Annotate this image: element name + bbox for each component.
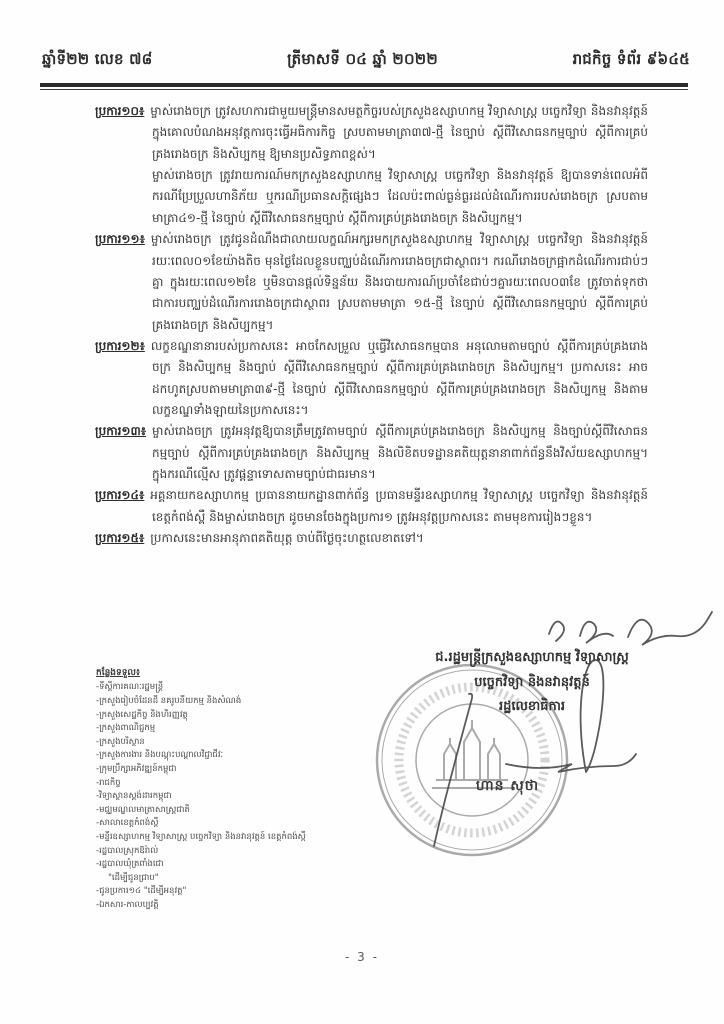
recipient-item: -ក្រុមប្រឹក្សាអភិវឌ្ឍន៍កម្ពុជា xyxy=(96,763,177,774)
recipient-item: -ជូនប្រការ១៤ "ដើម្បីអនុវត្ត" xyxy=(96,886,187,897)
recipient-item: -មន្ទីរឧស្សាហកម្ម វិទ្យាសាស្ត្រ បច្ចេកវិទ្យា និងនវានុវត្តន៍ ខេត្តកំពង់ស្ពឺ xyxy=(96,831,306,842)
article-13-text: ម្ចាស់រោងចក្រ ត្រូវអនុវត្តឱ្យបានត្រឹមត្រូវតាមច្បាប់ ស្តីពីការគ្រប់គ្រងរោងចក្រ និងសិប្បកម្ម និងច្បាប់ស្តីពីវិសោធនកម្មច្បាប់ ស្តីពីការគ្រប់គ្រងរោងចក្រ និងសិប្បកម្ម និងលិខិតបទដ្ឋានគតិយុត្តនានាពាក់ព័ន្ធនឹងវិស័យឧស្សាហកម្ម។ ក្នុងករណីល្មើស ត្រូវផ្តន្ទាទោសតាមច្បាប់ជាធរមាន។ xyxy=(152,424,648,482)
article-10 xyxy=(95,101,648,165)
article-12 xyxy=(95,336,648,421)
article-10-text: ម្ចាស់រោងចក្រ ត្រូវសហការជាមួយមន្ត្រីមានសមត្ថកិច្ចរបស់ក្រសួងឧស្សាហកម្ម វិទ្យាសាស្ត្រ បច្ចេកវិទ្យា និងនវានុវត្តន៍ ក្នុងគោលបំណងអនុវត្តការចុះធ្វើអធិការកិច្ច ស្របតាមមាត្រា៣៧-ថ្មី នៃច្បាប់ ស្តីពីវិសោធនកម្មច្បាប់ ស្តីពីការគ្រប់គ្រងរោងចក្រ និងសិប្បកម្ម ឱ្យមានប្រសិទ្ធភាពខ្ពស់។ xyxy=(150,104,648,161)
header-gazette-page-ref: រាជកិច្ច ទំព័រ ៩៦៤៥ xyxy=(572,50,690,68)
article-11 xyxy=(95,229,648,336)
header-year-issue: ឆ្នាំទី២២ លេខ ៧៨ xyxy=(42,50,153,68)
header-quarter: ត្រីមាសទី ០៤ ឆ្នាំ ២០២២ xyxy=(287,50,438,68)
article-14 xyxy=(95,485,648,528)
recipient-item: -ក្រសួងសេដ្ឋកិច្ច និងហិរញ្ញវត្ថុ xyxy=(96,709,188,720)
signature-authority-line1: ជ.រដ្ឋមន្ត្រីក្រសួងឧស្សាហកម្ម វិទ្យាសាស្ត្រ xyxy=(435,650,629,665)
recipient-item: -ក្រសួងពាណិជ្ជកម្ម xyxy=(96,723,156,734)
recipient-item: -ក្រសួងការងារ និងបណ្តុះបណ្តាលវិជ្ជាជីវៈ xyxy=(96,750,224,761)
article-11-label: ប្រការ១១៖ xyxy=(95,232,145,247)
header-rule-thin xyxy=(40,89,688,90)
page-number: - 3 - xyxy=(345,950,379,964)
page-header xyxy=(42,50,690,72)
signature-title: រដ្ឋលេខាធិការ xyxy=(498,699,565,715)
document-body xyxy=(95,101,648,643)
recipient-item: -រដ្ឋបាលស្រុកឱរ៉ាល់ xyxy=(96,845,159,856)
recipients-list xyxy=(96,666,376,912)
recipient-item: -រដ្ឋបាលឃុំត្រពាំងជោ xyxy=(96,859,164,870)
recipient-item: -រាជកិច្ច xyxy=(96,777,121,788)
signature-block xyxy=(362,646,702,720)
article-14-text: អគ្គនាយកឧស្សាហកម្ម ប្រធាននាយកដ្ឋានពាក់ព័ន្ធ ប្រធានមន្ទីរឧស្សាហកម្ម វិទ្យាសាស្ត្រ បច្ចេកវិទ្យា និងនវានុវត្តន៍ ខេត្តកំពង់ស្ពឺ និងម្ចាស់រោងចក្រ ដូចមានចែងក្នុងប្រការ១ ត្រូវអនុវត្តប្រកាសនេះ តាមមុខការរៀងៗខ្លួន។ xyxy=(150,488,648,524)
article-10-continuation xyxy=(95,165,648,229)
recipient-item: -ឯកសារ-កាលប្បវត្តិ xyxy=(96,899,159,910)
recipient-note: "ដើម្បីជូនជ្រាប" xyxy=(108,872,159,883)
article-12-text: លក្ខខណ្ឌនានារបស់ប្រកាសនេះ អាចកែសម្រួល ឬធ្វើវិសោធនកម្មបាន អនុលោមតាមច្បាប់ ស្តីពីការគ្រប់គ្រងរោងចក្រ និងសិប្បកម្ម និងច្បាប់ ស្តីពីវិសោធនកម្មច្បាប់ ស្តីពីការគ្រប់គ្រងរោងចក្រ និងសិប្បកម្ម។ ប្រកាសនេះ អាចដកហូតស្របតាមមាត្រា៣៩-ថ្មី នៃច្បាប់ ស្តីពីវិសោធនកម្មច្បាប់ ស្តីពីការគ្រប់គ្រងរោងចក្រ និងសិប្បកម្ម និងតាមលក្ខខណ្ឌទាំងឡាយនៃប្រកាសនេះ។ xyxy=(150,338,648,418)
article-10-continuation-text: ម្ចាស់រោងចក្រ ត្រូវរាយការណ៍មកក្រសួងឧស្សាហកម្ម វិទ្យាសាស្ត្រ បច្ចេកវិទ្យា និងនវានុវត្តន៍ ឱ្យបានទាន់ពេលអំពីករណីប្រែប្រួលហានិភ័យ ឬករណីប្រធានសក្តិផ្សេងៗ ដែលប៉ះពាល់ធ្ងន់ធ្ងរដល់ដំណើរការរបស់រោងចក្រ ស្របតាមមាត្រា៤១-ថ្មី នៃច្បាប់ ស្តីពីវិសោធនកម្មច្បាប់ ស្តីពីការគ្រប់គ្រងរោងចក្រ និងសិប្បកម្ម។ xyxy=(152,168,648,225)
recipient-item: -មជ្ឈមណ្ឌលមាត្រាសាស្ត្រជាតិ xyxy=(96,804,190,815)
recipient-item: -ទីស្តីការគណៈរដ្ឋមន្ត្រី xyxy=(96,682,164,693)
article-13-label: ប្រការ១៣៖ xyxy=(95,424,147,439)
article-11-text: ម្ចាស់រោងចក្រ ត្រូវជូនដំណឹងជាលាយលក្ខណ៍អក្សរមកក្រសួងឧស្សាហកម្ម វិទ្យាសាស្ត្រ បច្ចេកវិទ្យា និងនវានុវត្តន៍ រយៈពេល០១ខែយ៉ាងតិច មុនថ្ងៃដែលខ្លួនបញ្ឈប់ដំណើរការរោងចក្រជាស្ថាពរ។ ករណីរោងចក្រផ្អាកដំណើរការជាប់ៗគ្នា ក្នុងរយៈពេល១២ខែ ឬមិនបានផ្តល់ទិន្នន័យ និងរបាយការណ៍ប្រចាំខែជាប់ៗគ្នារយៈពេល០៣ខែ ត្រូវចាត់ទុកថា ជាការបញ្ឈប់ដំណើរការរោងចក្រជាស្ថាពរ ស្របតាមមាត្រា ១៥-ថ្មី នៃច្បាប់ ស្តីពីវិសោធនកម្មច្បាប់ ស្តីពីការគ្រប់គ្រងរោងចក្រ និងសិប្បកម្ម។ xyxy=(150,232,648,332)
article-13 xyxy=(95,421,648,485)
recipient-item: -ក្រសួងបរិស្ថាន xyxy=(96,736,145,747)
recipients-title: កន្លែងទទួល៖ xyxy=(96,668,140,678)
header-rule-thick xyxy=(40,83,688,87)
article-14-label: ប្រការ១៤៖ xyxy=(95,488,145,503)
article-15 xyxy=(95,528,648,549)
recipient-item: -សាលាខេត្តកំពង់ស្ពឺ xyxy=(96,818,159,829)
article-15-text: ប្រកាសនេះមានអានុភាពគតិយុត្ត ចាប់ពីថ្ងៃចុះហត្ថលេខាតទៅ។ xyxy=(150,531,424,546)
recipient-item: -វិទ្យាស្ថានស្តង់ដារកម្ពុជា xyxy=(96,791,172,802)
recipient-item: -ក្រសួងរៀបចំដែនដី នគរូបនីយកម្ម និងសំណង់ xyxy=(96,695,242,706)
article-15-label: ប្រការ១៥៖ xyxy=(95,531,145,546)
signature-authority-line2: បច្ចេកវិទ្យា និងនវានុវត្តន៍ xyxy=(474,674,590,690)
article-10-label: ប្រការ១០៖ xyxy=(95,104,145,118)
article-12-label: ប្រការ១២៖ xyxy=(95,338,145,353)
signer-name: ហាន សុថា xyxy=(475,778,540,794)
